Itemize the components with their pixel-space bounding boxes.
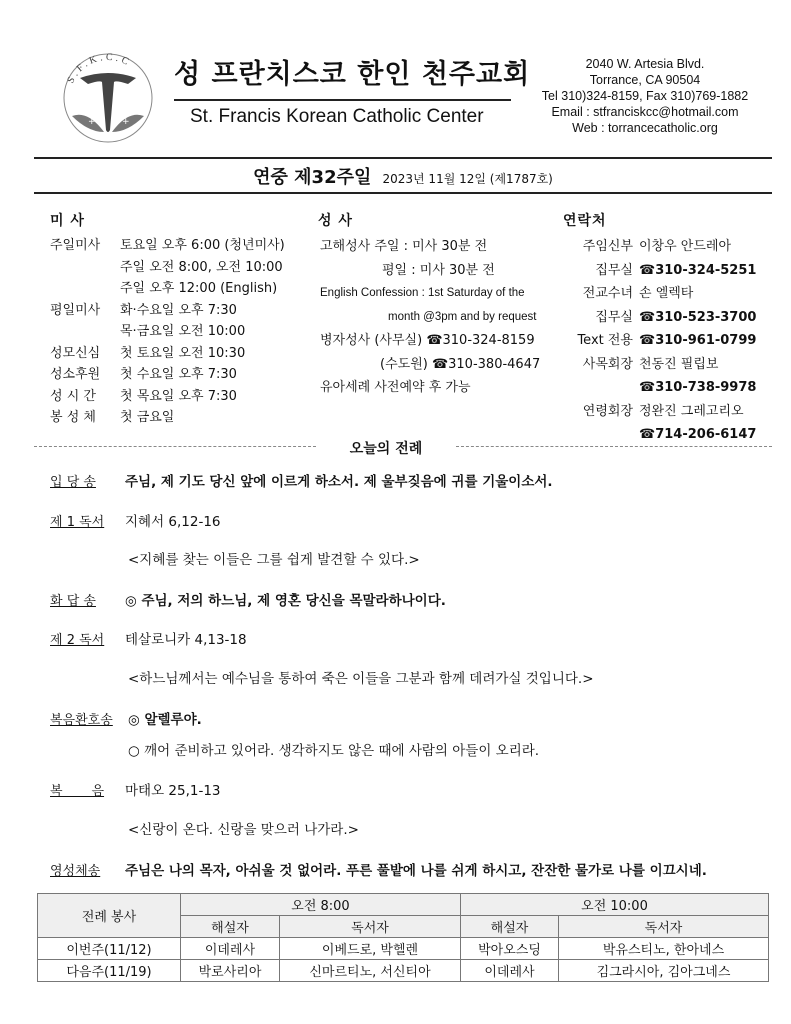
communion-antiphon: 주님은 나의 목자, 아쉬울 것 없어라. 푸른 풀밭에 나를 쉬게 하시고, 잔잔한 물가로 나를 이끄시네. — [125, 863, 707, 879]
psalm-label: 화 답 송 — [50, 594, 96, 609]
mass-text: 목·금요일 오전 10:00 — [120, 324, 246, 339]
entrance-antiphon: 주님, 제 기도 당신 앞에 이르게 하소서. 제 울부짖음에 귀를 기울이소서. — [125, 474, 553, 490]
week-cell: 이번주(11/12) — [38, 938, 181, 960]
table-row — [38, 938, 769, 960]
contact-row: 집무실 ☎310-523-3700 — [595, 309, 757, 325]
first-reading-summary: <지혜를 찾는 이들은 그를 쉽게 발견할 수 있다.> — [128, 552, 420, 568]
second-reading-ref: 테살로니카 4,13-18 — [125, 632, 247, 648]
confession-weekday: 평일 : 미사 30분 전 — [382, 262, 495, 278]
contact-row: ☎310-738-9978 — [639, 380, 757, 395]
mass-text: 토요일 오후 6:00 (청년미사) — [120, 238, 285, 253]
church-title-english: St. Francis Korean Catholic Center — [190, 106, 484, 127]
mass-row — [50, 300, 285, 322]
title-underline — [174, 99, 511, 101]
mass-label: 봉 성 체 — [50, 410, 96, 425]
liturgy-title: 오늘의 전례 — [349, 441, 423, 457]
mass-row — [50, 321, 285, 343]
svg-text:+: + — [122, 117, 130, 127]
mass-label: 성모신심 — [50, 345, 101, 361]
commentator-cell: 이데레사 — [181, 938, 280, 960]
commentator-header: 해설자 — [461, 916, 559, 938]
reader-cell: 신마르티노, 서신티아 — [280, 960, 461, 982]
anointing-office: 병자성사 (사무실) ☎310-324-8159 — [320, 333, 535, 348]
reader-cell: 김그라시아, 김아그네스 — [559, 960, 769, 982]
contacts-list — [563, 235, 756, 447]
reader-cell: 이베드로, 박헬렌 — [280, 938, 461, 960]
reader-header: 독서자 — [559, 916, 769, 938]
mass-row — [50, 386, 285, 408]
divider-top — [34, 157, 772, 159]
liturgy-divider-right — [456, 446, 772, 447]
mass-text: 주일 오후 12:00 (English) — [120, 281, 278, 296]
responsorial-psalm: ◎ 주님, 저의 하느님, 제 영혼 당신을 목말라하나이다. — [125, 593, 446, 609]
mass-text: 첫 목요일 오후 7:30 — [120, 388, 237, 404]
mass-row — [50, 278, 285, 300]
gospel-summary: <신랑이 온다. 신랑을 맞으러 나가라.> — [128, 822, 359, 838]
entrance-label: 입 당 송 — [50, 475, 96, 490]
mass-row — [50, 235, 285, 257]
contact-row: 주임신부 이창우 안드레아 — [582, 239, 732, 254]
email: Email : stfranciskcc@hotmail.com — [551, 105, 739, 119]
mass-label: 성소후원 — [50, 367, 101, 382]
contact-row: ☎714-206-6147 — [639, 427, 757, 442]
commentator-cell: 박아오스딩 — [461, 938, 559, 960]
english-confession-1: English Confession : 1st Saturday of the — [320, 287, 525, 299]
contacts-heading: 연락처 — [563, 213, 607, 229]
first-reading-label: 제 1 독서 — [50, 515, 105, 530]
commentator-cell: 박로사리아 — [181, 960, 280, 982]
english-confession-2: month @3pm and by request — [388, 310, 537, 323]
ministry-table — [37, 893, 769, 982]
address-line-2: Torrance, CA 90504 — [589, 73, 701, 87]
mass-heading: 미 사 — [50, 213, 85, 229]
anointing-convent: (수도원) ☎310-380-4647 — [380, 356, 541, 372]
infant-baptism: 유아세례 사전예약 후 가능 — [320, 380, 471, 395]
week-banner — [34, 163, 772, 189]
second-reading-label: 제 2 독서 — [50, 633, 105, 648]
mass-row — [50, 407, 285, 429]
week-title: 연중 제32주일 — [253, 167, 372, 188]
reader-header: 독서자 — [280, 916, 461, 938]
table-corner: 전례 봉사 — [38, 894, 181, 938]
mass-text: 주일 오전 8:00, 오전 10:00 — [120, 259, 283, 275]
reader-cell: 박유스티노, 한아네스 — [559, 938, 769, 960]
sacraments-list — [320, 235, 540, 400]
mass-row — [50, 364, 285, 386]
divider-mid — [34, 192, 772, 194]
mass-text: 첫 토요일 오전 10:30 — [120, 345, 246, 361]
communion-label: 영성체송 — [50, 864, 101, 879]
mass2-header: 오전 10:00 — [461, 894, 769, 916]
logo-text: S.F.K.C.C — [65, 51, 134, 86]
mass-row — [50, 257, 285, 279]
mass-row — [50, 343, 285, 365]
sacraments-heading: 성 사 — [318, 213, 353, 229]
week-date: 2023년 11월 12일 (제1787호) — [382, 172, 553, 186]
contact-row: 연령회장 정완진 그레고리오 — [582, 403, 744, 419]
mass-schedule — [50, 235, 285, 429]
week-cell: 다음주(11/19) — [38, 960, 181, 982]
phone-fax: Tel 310)324-8159, Fax 310)769-1882 — [541, 89, 749, 103]
mass-label: 성 시 간 — [50, 388, 96, 404]
mass-label: 주일미사 — [50, 238, 101, 253]
contact-row: Text 전용 ☎310-961-0799 — [577, 333, 757, 348]
website: Web : torrancecatholic.org — [572, 121, 718, 135]
mass-label: 평일미사 — [50, 302, 101, 318]
gospel-acclamation-label: 복음환호송 — [50, 713, 113, 728]
church-logo — [58, 46, 158, 148]
mass-text: 첫 금요일 — [120, 410, 175, 425]
table-row — [38, 960, 769, 982]
mass-text: 첫 수요일 오후 7:30 — [120, 367, 237, 382]
liturgy-divider-left — [34, 446, 316, 447]
commentator-cell: 이데레사 — [461, 960, 559, 982]
mass1-header: 오전 8:00 — [181, 894, 461, 916]
confession-sunday: 고해성사 주일 : 미사 30분 전 — [320, 239, 488, 254]
first-reading-ref: 지혜서 6,12-16 — [125, 514, 221, 530]
gospel-acclamation-verse: ○ 깨어 준비하고 있어라. 생각하지도 않은 때에 사람의 아들이 오리라. — [128, 743, 540, 759]
address-line-1: 2040 W. Artesia Blvd. — [585, 57, 705, 71]
contact-row: 집무실 ☎310-324-5251 — [595, 262, 757, 278]
mass-text: 화·수요일 오후 7:30 — [120, 302, 237, 318]
church-title-korean: 성 프란치스코 한인 천주교회 — [174, 59, 531, 90]
gospel-ref: 마태오 25,1-13 — [125, 783, 221, 799]
second-reading-summary: <하느님께서는 예수님을 통하여 죽은 이들을 그분과 함께 데려가실 것입니다.> — [128, 671, 594, 687]
contact-row: 사목회장 천동진 필립보 — [582, 356, 719, 372]
contact-row: 전교수녀 손 엘렉타 — [582, 286, 694, 301]
svg-text:+: + — [88, 117, 96, 127]
contact-block — [530, 56, 760, 136]
gospel-acclamation: ◎ 알렐루야. — [128, 712, 202, 728]
gospel-label: 복 음 — [50, 784, 105, 799]
commentator-header: 해설자 — [181, 916, 280, 938]
